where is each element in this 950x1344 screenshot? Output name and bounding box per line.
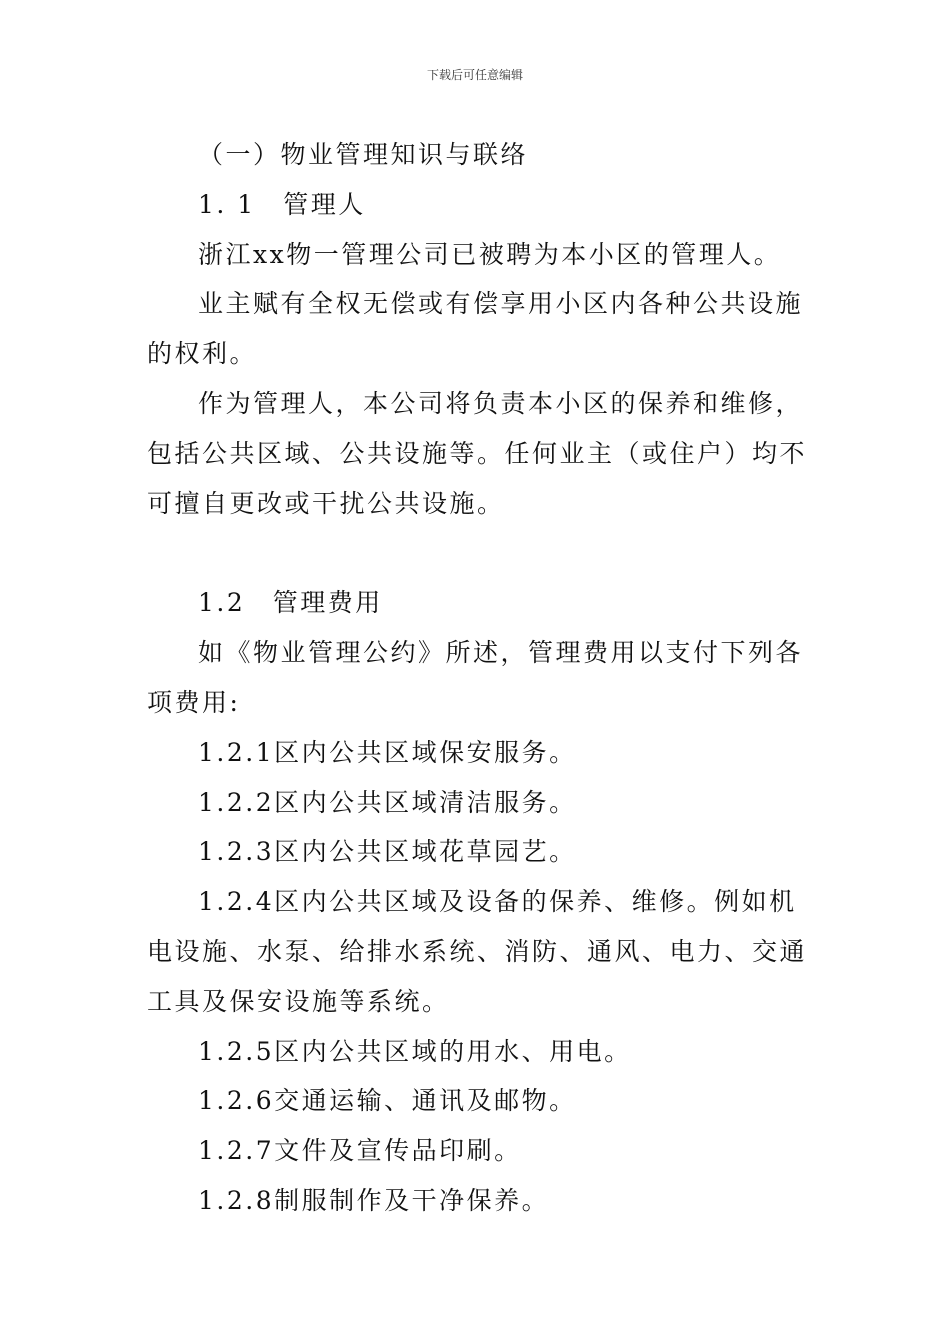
list-item: 1.2.5区内公共区域的用水、用电。 [198,1036,632,1066]
list-item: 1.2.3区内公共区域花草园艺。 [198,837,577,867]
paragraph-manager-appointment: 浙江xx物一管理公司已被聘为本小区的管理人。 [198,239,782,269]
list-item: 1.2.7文件及宣传品印刷。 [198,1136,522,1166]
list-item: 1.2.4区内公共区域及设备的保养、维修。例如机电设施、水泵、给排水系统、消防、通风、电力、交通工具及保安设施等系统。 [147,887,808,1016]
document-body [147,130,807,1226]
list-item: 1.2.1区内公共区域保安服务。 [198,737,577,767]
subsection-heading-1-1: 1. 1 管理人 [198,189,366,219]
paragraph-spacer [147,528,807,578]
page-header-note: 下载后可任意编辑 [426,68,523,82]
section-title: （一）物业管理知识与联络 [198,140,529,169]
paragraph-fee-intro: 如《物业管理公约》所述，管理费用以支付下列各项费用: [147,638,804,717]
subsection-heading-1-2: 1.2 管理费用 [198,588,383,618]
list-item: 1.2.2区内公共区域清洁服务。 [198,787,577,817]
paragraph-manager-duties: 作为管理人，本公司将负责本小区的保养和维修，包括公共区域、公共设施等。任何业主（或住户）均不可擅自更改或干扰公共设施。 [147,388,808,518]
list-item: 1.2.6交通运输、通讯及邮物。 [198,1086,577,1116]
paragraph-owner-rights: 业主赋有全权无偿或有偿享用小区内各种公共设施的权利。 [147,289,804,369]
list-item: 1.2.8制服制作及干净保养。 [198,1185,550,1215]
